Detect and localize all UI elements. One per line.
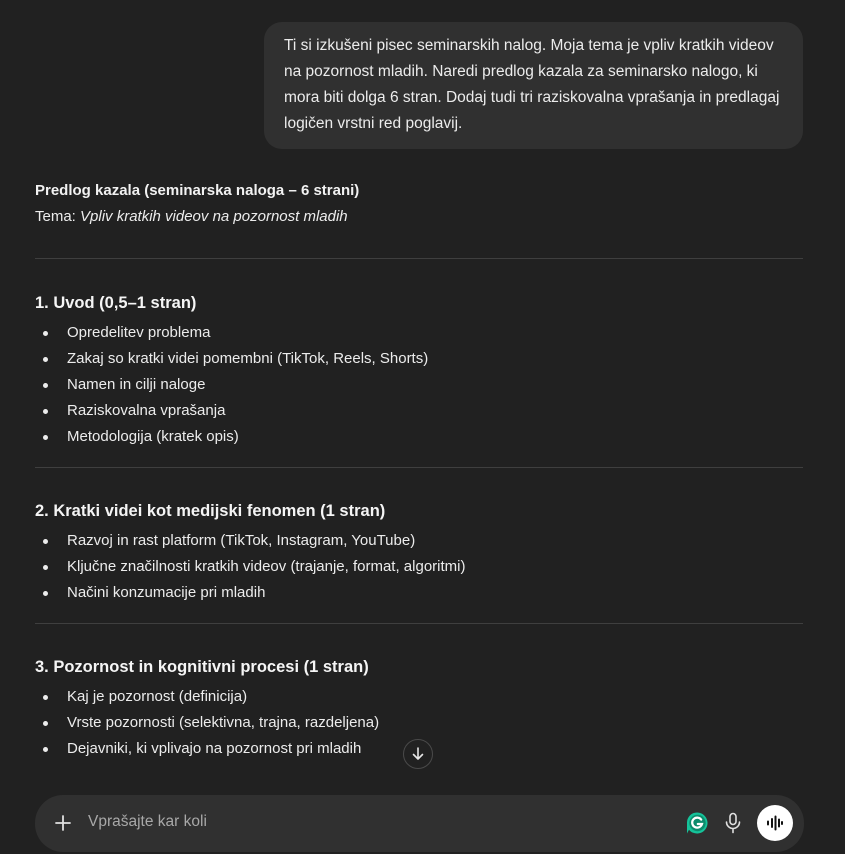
assistant-message	[35, 178, 803, 762]
user-message-text: Ti si izkušeni pisec seminarskih nalog. Moja tema je vpliv kratkih videov na pozornost mladih. Naredi predlog kazala za seminarsko nalogo, ki mora biti dolga 6 stran. Dodaj tudi tri raziskovalna vprašanja in predlagaj logičen vrstni red poglavij.	[284, 37, 780, 132]
divider	[35, 467, 803, 468]
message-composer	[35, 795, 804, 852]
section-heading: 2. Kratki videi kot medijski fenomen (1 stran)	[35, 502, 386, 520]
section-1	[35, 290, 803, 450]
list-item: Dejavniki, ki vplivajo na pozornost pri mladih	[35, 736, 803, 762]
topic-value: Vpliv kratkih videov na pozornost mladih	[80, 208, 348, 225]
list-item: Razvoj in rast platform (TikTok, Instagram, YouTube)	[35, 528, 803, 554]
section-heading: 1. Uvod (0,5–1 stran)	[35, 294, 197, 312]
list-item: Opredelitev problema	[35, 320, 803, 346]
voice-mode-button[interactable]	[757, 805, 793, 841]
section-2	[35, 498, 803, 606]
list-item: Vrste pozornosti (selektivna, trajna, razdeljena)	[35, 710, 803, 736]
divider	[35, 258, 803, 259]
bullet-list	[35, 528, 803, 606]
list-item: Zakaj so kratki videi pomembni (TikTok, Reels, Shorts)	[35, 346, 803, 372]
user-message-bubble	[264, 22, 803, 149]
bullet-list	[35, 320, 803, 450]
list-item: Kaj je pozornost (definicija)	[35, 684, 803, 710]
response-title: Predlog kazala (seminarska naloga – 6 strani)	[35, 182, 360, 199]
microphone-icon[interactable]	[724, 812, 742, 834]
voice-mode-icon	[766, 815, 784, 831]
divider	[35, 623, 803, 624]
plus-icon[interactable]	[52, 812, 74, 834]
list-item: Načini konzumacije pri mladih	[35, 580, 803, 606]
list-item: Ključne značilnosti kratkih videov (trajanje, format, algoritmi)	[35, 554, 803, 580]
topic-label: Tema:	[35, 208, 81, 225]
list-item: Metodologija (kratek opis)	[35, 424, 803, 450]
scroll-to-bottom-button[interactable]	[403, 739, 433, 769]
list-item: Raziskovalna vprašanja	[35, 398, 803, 424]
list-item: Namen in cilji naloge	[35, 372, 803, 398]
arrow-down-icon	[410, 746, 426, 762]
grammarly-icon[interactable]	[685, 811, 709, 835]
section-heading: 3. Pozornost in kognitivni procesi (1 stran)	[35, 658, 369, 676]
response-topic	[35, 204, 803, 230]
prompt-input[interactable]: Vprašajte kar koli	[88, 813, 207, 830]
